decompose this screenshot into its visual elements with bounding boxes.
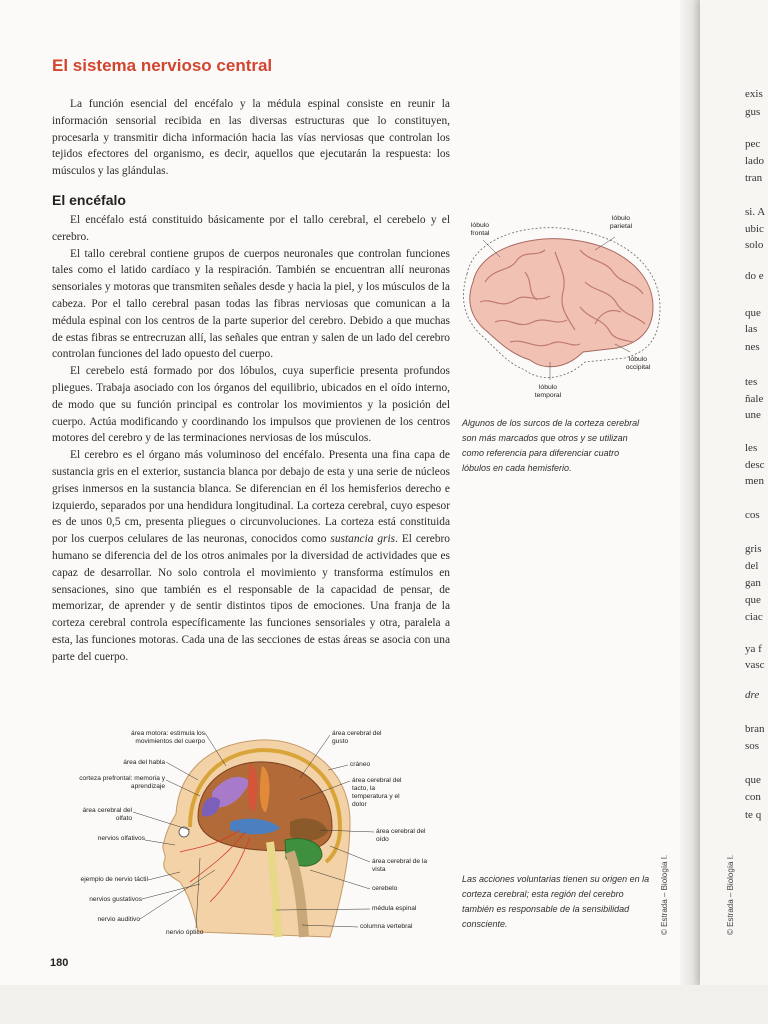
label-occipital-lobe: lóbulo occipital (625, 356, 651, 371)
label-smell-area: área cerebral del olfato (82, 807, 132, 822)
next-page-fragment: sos (745, 740, 760, 752)
paragraph-encefalo: El encéfalo está constituido básicamente por el tallo cerebral, el cerebelo y el cerebro. (52, 214, 450, 243)
next-page-fragment: si. A (745, 206, 766, 218)
next-page-fragment: te q (745, 809, 762, 821)
next-page-fragment: desc (745, 459, 765, 471)
paragraph-cerebelo: El cerebelo está formado por dos lóbulos, cuya superficie presenta profundos pliegues. Trabaja asociado con los órganos del equilibrio, ubicados en el oído interno, de modo que su función principal es controlar los movimientos y la posición del cuerpo. Actúa modificando y coordinando los impulsos que provienen de los centros motores del cerebro y de las terminaciones nerviosas de los músculos. (52, 365, 450, 445)
label-gustatory-nerves: nervios gustativos (89, 896, 142, 903)
label-vertebral-column: columna vertebral (360, 923, 413, 930)
next-page-fragment: gan (745, 577, 761, 589)
label-frontal-lobe: lóbulo frontal (470, 222, 490, 237)
next-page-fragment: lado (745, 155, 764, 167)
next-page-fragment: ñale (745, 393, 764, 405)
next-page-fragment: con (745, 791, 761, 803)
paragraph-cerebro-text-2: . El cerebro humano se diferencia del de los otros animales por la diversidad de actividades que es capaz de desarrollar. No solo controla el movimiento y transforma estímulos en sensaciones, sino que también es el responsable de la capacidad de pensar, de memorizar, de aprender y de sentir distintos tipos de emociones. Una franja de la corteza cerebral controla específicamente las funciones sensoriales y otra, paralela a esta, las funciones motoras. Cada una de las secciones de estas áreas se asocia con una parte del cuerpo. (52, 533, 451, 663)
section-heading: El encéfalo (52, 192, 126, 208)
label-vision-area: área cerebral de la vista (372, 858, 427, 873)
label-optic-nerve: nervio óptico (166, 929, 204, 936)
page-number: 180 (50, 957, 69, 969)
next-page-fragment: vasc (745, 659, 765, 671)
next-page-fragment: exis (745, 88, 763, 100)
label-prefrontal-cortex: corteza prefrontal: memoria y aprendizaje (79, 775, 165, 790)
label-temporal-lobe: lóbulo temporal (534, 384, 562, 399)
page-title: El sistema nervioso central (52, 56, 273, 75)
next-page-fragment: gris (745, 543, 762, 555)
label-tactile-nerve: ejemplo de nervio táctil (80, 876, 148, 883)
label-hearing-area: área cerebral del oído (376, 828, 426, 843)
publisher-credit-next-page: © Estrada – Biología I. (726, 854, 735, 935)
next-page-fragment: dre (745, 689, 760, 701)
next-page-fragment: les (745, 442, 758, 454)
next-page-fragment: del (745, 560, 759, 572)
label-motor-area: área motora: estimula los movimientos del cuerpo (130, 730, 205, 745)
next-page-fragment: cos (745, 509, 760, 521)
paragraph-cerebro-text-1: El cerebro es el órgano más voluminoso del encéfalo. Presenta una fina capa de sustancia gris en el exterior, sustancia blanca por debajo de esta y una serie de núcleos grises inmersos en la sustancia blanca. Se diferencian en él los hemisferios derecho e izquierdo, separados por una hendidura longitudinal. La corteza cerebral, cuyo espesor es de unos 0,5 cm, presenta pliegues o circunvoluciones. La corteza está constituida por los cuerpos celulares de las neuronas, conocidos como (52, 449, 450, 546)
next-page-fragment: solo (745, 239, 764, 251)
label-touch-area: área cerebral del tacto, la temperatura y el dolor (352, 777, 402, 808)
label-taste-area: área cerebral del gusto (332, 730, 382, 745)
next-page-fragment: do e (745, 270, 764, 282)
next-page-fragment: une (745, 409, 761, 421)
next-page-fragment: que (745, 774, 761, 786)
intro-paragraph: La función esencial del encéfalo y la médula espinal consiste en reunir la información sensorial recibida en las diversas estructuras que lo constituyen, procesarla y transmitir dicha información hacia las vías nerviosas que controlan los tejidos efectores del organismo, es decir, aquellos que ejecutarán la respuesta: los músculos y las glándulas. (52, 98, 450, 178)
label-speech-area: área del habla (123, 759, 165, 766)
next-page-fragment: que (745, 594, 761, 606)
next-page-fragment: tran (745, 172, 763, 184)
next-page-fragment: las (745, 323, 758, 335)
next-page-fragment: men (745, 475, 764, 487)
label-spinal-cord: médula espinal (372, 905, 417, 912)
label-cerebellum: cerebelo (372, 885, 398, 892)
next-page-fragment: bran (745, 723, 765, 735)
next-page-fragment: ubic (745, 223, 764, 235)
next-page-fragment: que (745, 307, 761, 319)
paragraph-cerebro-emphasis: sustancia gris (330, 533, 396, 546)
next-page-fragment: gus (745, 106, 761, 118)
label-parietal-lobe: lóbulo parietal (609, 215, 633, 230)
next-page-fragment: ya f (745, 643, 762, 655)
label-olfactory-nerves: nervios olfativos (97, 835, 145, 842)
next-page-fragment: tes (745, 376, 758, 388)
publisher-credit: © Estrada – Biología I. (660, 854, 669, 935)
next-page-fragment: nes (745, 341, 760, 353)
label-skull: cráneo (350, 761, 371, 768)
head-figure-caption: Las acciones voluntarias tienen su origen en la corteza cerebral; esta región del cerebro también es responsable de la sensibilidad consciente. (462, 874, 650, 929)
brain-figure-caption: Algunos de los surcos de la corteza cerebral son más marcados que otros y se utilizan como referencia para diferenciar cuatro lóbulos en cada hemisferio. (462, 418, 640, 473)
next-page-fragment: ciac (745, 611, 763, 623)
paragraph-tallo-cerebral: El tallo cerebral contiene grupos de cuerpos neuronales que controlan funciones tales como el latido cardíaco y la respiración. También se encuentran allí neuronas sensoriales y motoras que transmiten señales desde y hacia la piel, y los músculos de la cabeza. Por el tallo cerebral pasan todas las fibras nerviosas que comunican a la médula espinal con los centros de la parte superior del cerebro. Debido a que muchas de estas fibras se entrecruzan allí, las señales que entran y salen de un lado del cerebro controlan funciones del lado opuesto del cuerpo. (52, 247, 450, 361)
next-page-fragment: pec (745, 138, 761, 150)
label-auditory-nerve: nervio auditivo (97, 916, 140, 923)
